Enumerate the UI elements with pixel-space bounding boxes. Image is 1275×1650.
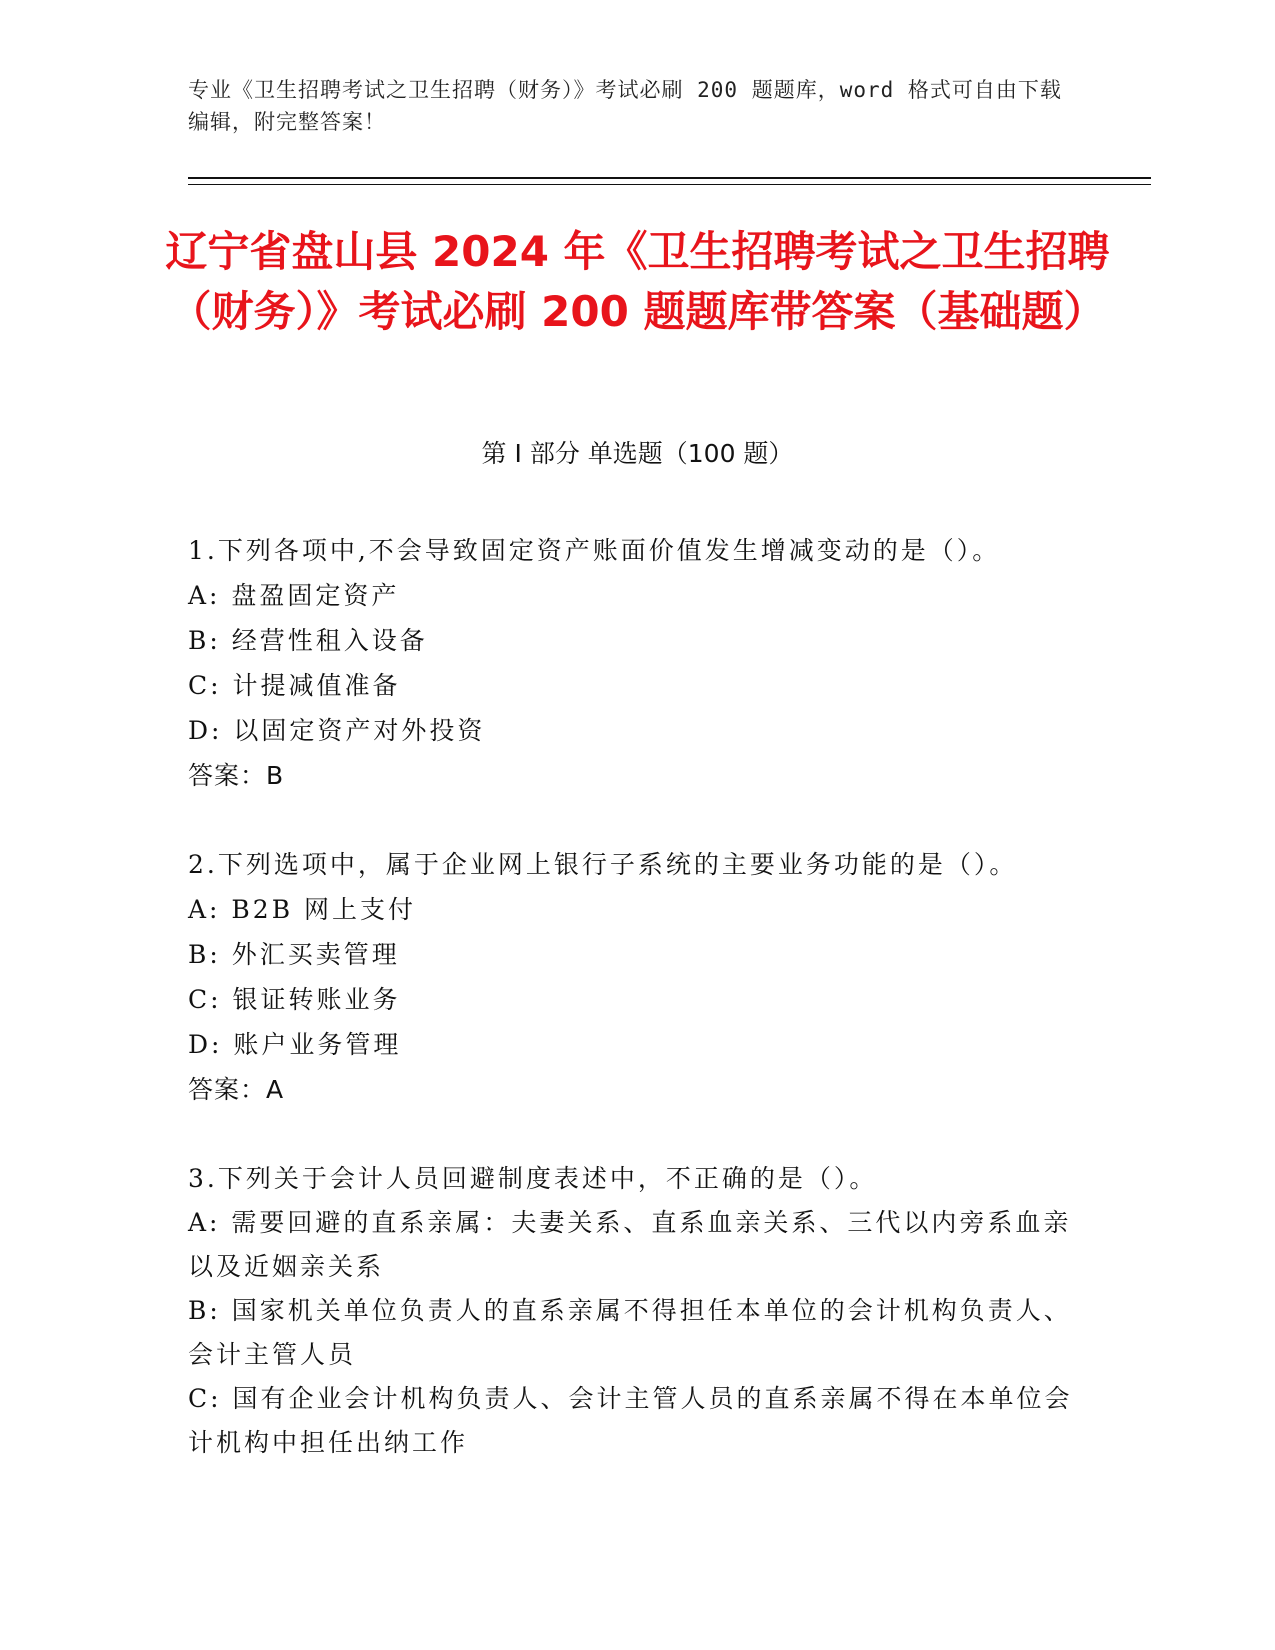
option-c: C: 计提减值准备 <box>188 671 401 700</box>
section-heading: 第 I 部分 单选题（100 题） <box>481 439 794 468</box>
header-rule-thin <box>188 184 1151 185</box>
option-c: C: 银证转账业务 <box>188 985 401 1014</box>
question-stem: 1.下列各项中,不会导致固定资产账面价值发生增减变动的是（）。 <box>188 536 1001 565</box>
option-b: B: 外汇买卖管理 <box>188 940 400 969</box>
option-d: D: 账户业务管理 <box>188 1030 402 1059</box>
document-title: 辽宁省盘山县 2024 年《卫生招聘考试之卫生招聘（财务）》考试必刷 200 题题库带答案（基础题） <box>165 227 1110 336</box>
question-3 <box>188 1156 1078 1465</box>
option-b: B: 国家机关单位负责人的直系亲属不得担任本单位的会计机构负责人、会计主管人员 <box>188 1296 1072 1369</box>
question-stem: 2.下列选项中，属于企业网上银行子系统的主要业务功能的是（）。 <box>188 850 1018 879</box>
header-rule-thick <box>188 177 1151 179</box>
answer-label: 答案：A <box>188 1075 285 1104</box>
answer-label: 答案：B <box>188 761 285 790</box>
question-1 <box>188 528 1078 798</box>
question-2 <box>188 842 1078 1112</box>
option-d: D: 以固定资产对外投资 <box>188 716 486 745</box>
option-c: C: 国有企业会计机构负责人、会计主管人员的直系亲属不得在本单位会计机构中担任出纳工作 <box>188 1384 1073 1457</box>
option-b: B: 经营性租入设备 <box>188 626 428 655</box>
option-a: A: B2B 网上支付 <box>188 895 417 924</box>
header-note: 专业《卫生招聘考试之卫生招聘（财务）》考试必刷 200 题题库，word 格式可自由下载编辑，附完整答案！ <box>188 78 1062 134</box>
question-list <box>188 528 1078 1509</box>
question-stem: 3.下列关于会计人员回避制度表述中，不正确的是（）。 <box>188 1164 878 1193</box>
option-a: A: 需要回避的直系亲属：夫妻关系、直系血亲关系、三代以内旁系血亲以及近姻亲关系 <box>188 1208 1072 1281</box>
option-a: A: 盘盈固定资产 <box>188 581 400 610</box>
